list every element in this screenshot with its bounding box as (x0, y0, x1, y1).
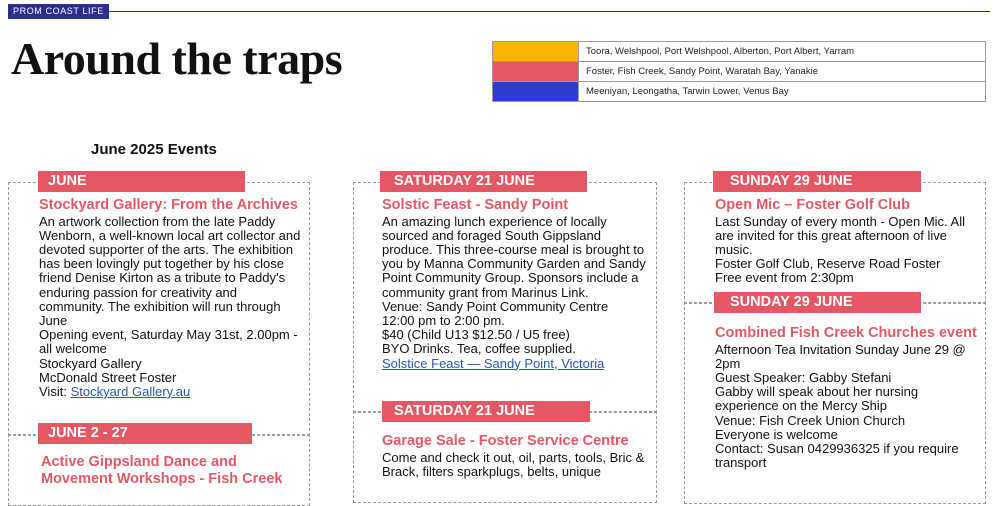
legend-label: Meeniyan, Leongatha, Tarwin Lower, Venus Bay (579, 82, 986, 102)
event-title: Active Gippsland Dance and Movement Workshops - Fish Creek (41, 454, 283, 487)
legend-label: Toora, Welshpool, Port Welshpool, Alberton, Port Albert, Yarram (579, 42, 986, 62)
section-tag: PROM COAST LIFE (8, 4, 109, 19)
region-legend (492, 41, 986, 102)
event-garage-sale (382, 433, 650, 479)
date-banner: SUNDAY 29 JUNE (713, 171, 921, 192)
legend-swatch-red (493, 62, 579, 82)
event-title: Open Mic – Foster Golf Club (715, 197, 910, 213)
header-rule (92, 11, 990, 12)
legend-swatch-yellow (493, 42, 579, 62)
event-stockyard-gallery (39, 197, 301, 399)
event-link-line (382, 357, 650, 371)
event-solstice-feast (382, 197, 650, 371)
date-banner: SATURDAY 21 JUNE (382, 401, 590, 422)
event-title: Solstic Feast - Sandy Point (382, 197, 569, 213)
date-banner: JUNE (38, 171, 245, 192)
event-dance-workshops (41, 454, 303, 488)
legend-row (493, 62, 986, 82)
event-description: Last Sunday of every month - Open Mic. All are invited for this great afternoon of live music. Foster Golf Club, Reserve Road Foster Free event from 2:30pm (715, 213, 966, 286)
legend-row (493, 42, 986, 62)
stockyard-gallery-link[interactable]: Stockyard Gallery.au (70, 383, 191, 399)
event-fish-creek-churches (715, 325, 977, 470)
events-heading: June 2025 Events (91, 141, 217, 158)
date-banner: JUNE 2 - 27 (38, 423, 252, 444)
visit-label: Visit: (39, 383, 71, 399)
event-open-mic (715, 197, 977, 286)
page-title: Around the traps (11, 33, 343, 84)
legend-swatch-blue (493, 82, 579, 102)
event-description: Afternoon Tea Invitation Sunday June 29 @ 2pm Guest Speaker: Gabby Stefani Gabby will speak about her nursing experience on the Mercy Ship Venue: Fish Creek Union Church Everyone is welcome Contact: Susan 0429936325 if you require transport (715, 341, 966, 471)
date-banner: SATURDAY 21 JUNE (380, 171, 587, 192)
solstice-feast-link[interactable]: Solstice Feast — Sandy Point, Victoria (382, 355, 605, 371)
event-title: Garage Sale - Foster Service Centre (382, 433, 629, 449)
date-banner: SUNDAY 29 JUNE (714, 292, 921, 313)
event-description: An amazing lunch experience of locally sourced and foraged South Gippsland produce. This three-course meal is brought to you by Manna Community Garden and Sandy Point Community Group. Sponsors include a community grant from Marinus Link. Venue: Sandy Point Community Centre 12:00 pm to 2:00 pm. $40 (Child U13 $12.50 / U5 free) BYO Drinks. Tea, coffee supplied. (382, 213, 646, 357)
event-title: Stockyard Gallery: From the Archives (39, 197, 298, 213)
legend-label: Foster, Fish Creek, Sandy Point, Waratah Bay, Yanakie (579, 62, 986, 82)
event-description: Come and check it out, oil, parts, tools, Bric & Brack, filters sparkplugs, belts, unique (382, 449, 645, 479)
event-description: An artwork collection from the late Paddy Wenborn, a well-known local art collector and devoted supporter of the arts. The exhibition has been lovingly put together by his close friend Denise Kirton as a tribute to Paddy’s enduring passion for creativity and community. The exhibition will run through June Opening event, Saturday May 31st, 2.00pm - all welcome Stockyard Gallery McDonald Street Foster (39, 213, 301, 385)
event-visit-line (39, 385, 301, 399)
legend-row (493, 82, 986, 102)
event-title: Combined Fish Creek Churches event (715, 325, 977, 341)
